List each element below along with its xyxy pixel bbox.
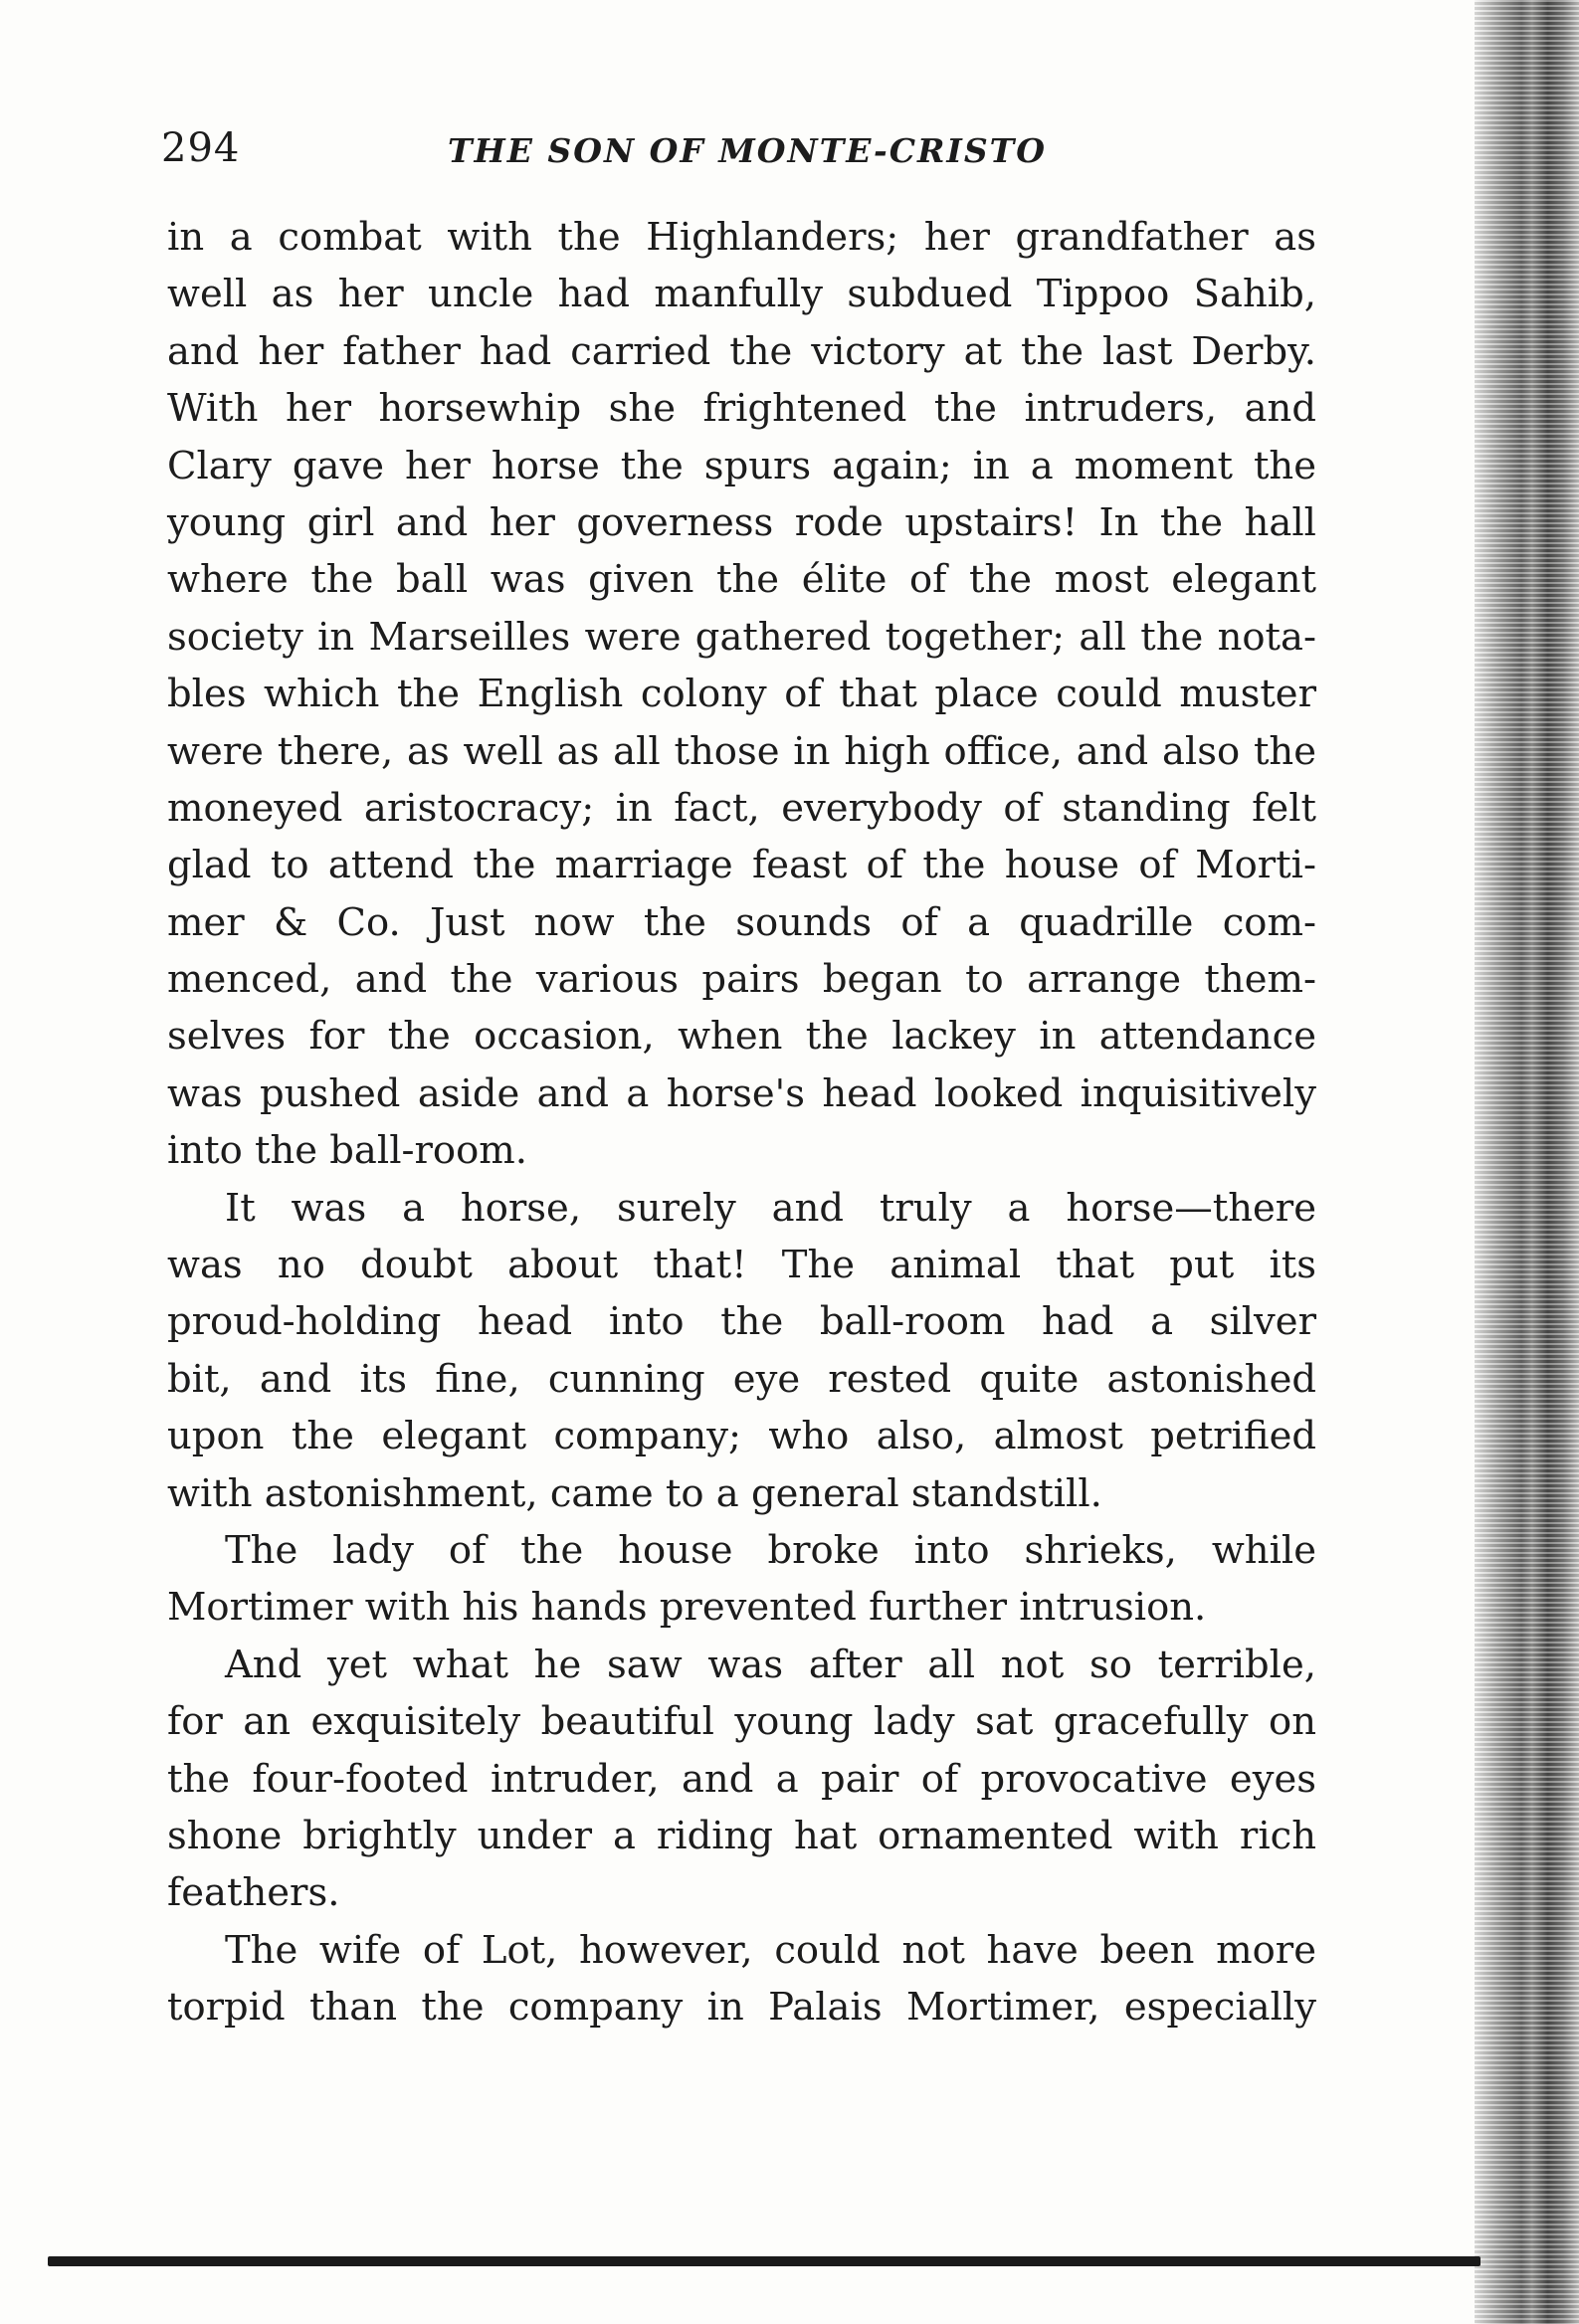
- text-line: where the ball was given the élite of the most elegant: [167, 557, 1316, 603]
- paragraph-first-line: And yet what he saw was after all not so terrible,: [225, 1642, 1316, 1687]
- text-line: were there, as well as all those in high office, and also the: [167, 728, 1316, 774]
- text-line: well as her uncle had manfully subdued Tippoo Sahib,: [167, 272, 1316, 317]
- text-line: was no doubt about that! The animal that put its: [167, 1243, 1316, 1288]
- text-line: the four-footed intruder, and a pair of provocative eyes: [167, 1756, 1316, 1802]
- text-line: was pushed aside and a horse's head looked inquisitively: [167, 1070, 1316, 1116]
- paragraph-first-line: The lady of the house broke into shrieks, while: [225, 1527, 1316, 1573]
- bottom-rule: [48, 2256, 1480, 2266]
- page-header: [159, 117, 1313, 187]
- text-line: bles which the English colony of that place could muster: [167, 672, 1316, 717]
- text-line: with astonishment, came to a general standstill.: [167, 1470, 1102, 1516]
- text-line: society in Marseilles were gathered together; all the nota-: [167, 614, 1316, 660]
- text-line: upon the elegant company; who also, almost petrified: [167, 1414, 1316, 1459]
- text-line: Clary gave her horse the spurs again; in a moment the: [167, 443, 1316, 488]
- text-line: feathers.: [167, 1870, 340, 1916]
- page-number: 294: [161, 125, 241, 171]
- text-line: selves for the occasion, when the lackey in attendance: [167, 1014, 1316, 1060]
- text-line: in a combat with the Highlanders; her grandfather as: [167, 215, 1316, 260]
- page-edge-texture: [1475, 0, 1579, 2324]
- text-line: mer & Co. Just now the sounds of a quadrille com-: [167, 899, 1316, 945]
- text-line: Mortimer with his hands prevented further intrusion.: [167, 1585, 1207, 1631]
- text-line: glad to attend the marriage feast of the house of Morti-: [167, 843, 1316, 888]
- body-text: [167, 209, 1316, 2036]
- paragraph-first-line: The wife of Lot, however, could not have been more: [225, 1927, 1316, 1973]
- text-line: moneyed aristocracy; in fact, everybody of standing felt: [167, 785, 1316, 831]
- text-line: shone brightly under a riding hat ornamented with rich: [167, 1813, 1316, 1858]
- text-line: bit, and its fine, cunning eye rested quite astonished: [167, 1356, 1316, 1402]
- text-line: With her horsewhip she frightened the intruders, and: [167, 386, 1316, 432]
- text-line: into the ball-room.: [167, 1128, 528, 1174]
- text-line: proud-holding head into the ball-room had a silver: [167, 1299, 1316, 1345]
- text-line: and her father had carried the victory at the last Derby.: [167, 328, 1316, 374]
- text-line: torpid than the company in Palais Mortimer, especially: [167, 1985, 1316, 2031]
- text-line: for an exquisitely beautiful young lady sat gracefully on: [167, 1699, 1316, 1745]
- text-line: menced, and the various pairs began to arrange them-: [167, 957, 1316, 1003]
- paragraph-first-line: It was a horse, surely and truly a horse—there: [225, 1185, 1316, 1231]
- text-line: young girl and her governess rode upstairs! In the hall: [167, 499, 1316, 545]
- running-head: THE SON OF MONTE-CRISTO: [448, 131, 1047, 170]
